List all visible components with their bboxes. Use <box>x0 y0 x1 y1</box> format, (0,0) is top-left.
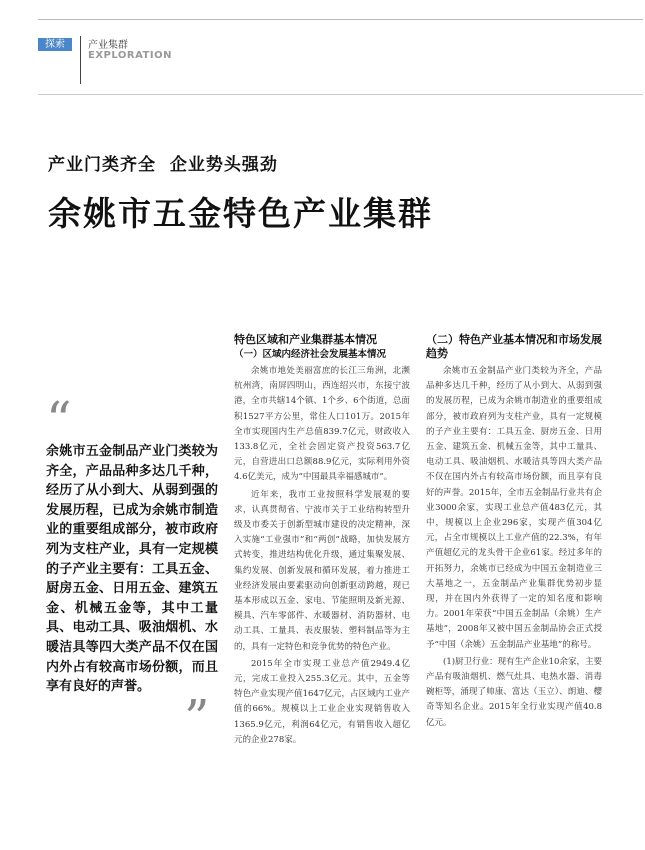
article-column-right <box>426 333 602 731</box>
subsection-heading: （一）区域内经济社会发展基本情况 <box>234 349 387 360</box>
pull-quote: 余姚市五金制品产业门类较为齐全，产品品种多达几千种，经历了从小到大、从弱到强的发展历程，已成为余姚市制造业的重要组成部分，被市政府列为支柱产业，具有一定规模的子产业主要有：工具五金、厨房五金、日用五金、建筑五金、机械五金等，其中工量具、电动工具、吸油烟机、水暖洁具等四大类产品不仅在国内外占有较高市场份额，而且享有良好的声誉。 <box>46 444 218 695</box>
section-heading: 特色区域和产业集群基本情况 <box>234 333 377 346</box>
article-subtitle: 产业门类齐全 企业势头强劲 <box>48 155 278 175</box>
header-rule <box>38 94 643 95</box>
paragraph: 近年来，我市工业按照科学发展观的要求，认真贯彻省、宁波市关于工业结构转型升级及市委关于创新型城市建设的决定精神，深入实施“工业强市”和“两创”战略，加快发展方式转变，推进结构优化升级，通过集聚发展、集约发展、创新发展和循环发展，着力推进工业经济发展由要素驱动向创新驱动跨越，现已基本形成以五金、家电、节能照明及新光源、模具、汽车零部件、水暖器材、消防器材、电动工具、工量具、表皮服装、塑料制品等为主的，具有一定特色和竞争优势的特色产业。 <box>234 489 410 652</box>
subsection-heading: （二）特色产业基本情况和市场发展趋势 <box>426 333 602 360</box>
quote-open-icon: “ <box>46 391 72 449</box>
article-column-middle <box>234 333 410 748</box>
paragraph: (1)厨卫行业：现有生产企业10余家，主要产品有吸油烟机、燃气灶具、电热水器、消毒碗柜等，涌现了帅康、富达（玉立）、朗迪、樱奇等知名企业。2015年全行业实现产值40.8亿元。 <box>426 656 602 728</box>
article-title: 余姚市五金特色产业集群 <box>48 194 433 233</box>
paragraph: 2015年全市实现工业总产值2949.4亿元，完成工业投入255.3亿元。其中，五金等特色产业实现产值1647亿元，占区域内工业产值的66%。规模以上工业企业实现销售收入1365.9亿元，利润64亿元，有销售收入超亿元的企业278家。 <box>234 658 410 745</box>
paragraph: 余姚市地处美丽富庶的长江三角洲，北濒杭州湾，南屏四明山，西连绍兴市，东接宁波港，全市共辖14个镇、1个乡、6个街道，总面积1527平方公里，常住人口101万。2015年全市实现国内生产总值839.7亿元，财政收入133.8亿元，全社会固定资产投资563.7亿元，自营进出口总额88.9亿元，实际利用外资4.6亿美元，成为“中国最具幸福感城市”。 <box>234 366 410 483</box>
section-name: 产业集群 <box>88 40 128 51</box>
section-name-english: EXPLORATION <box>88 50 172 61</box>
quote-close-icon: ” <box>184 689 210 747</box>
paragraph: 余姚市五金制品产业门类较为齐全，产品品种多达几千种，经历了从小到大、从弱到强的发展历程，已成为余姚市制造业的重要组成部分，被市政府列为支柱产业，具有一定规模的子产业主要有：工具五金、厨房五金、日用五金、建筑五金、机械五金等，其中工量具、电动工具、吸油烟机、水暖洁具等四大类产品不仅在国内外占有较高市场份额，而且享有良好的声誉。2015年，全市五金制品行业共有企业3000余家，实现工业总产值483亿元，其中，规模以上企业296家，实现产值304亿元，占全市规模以上工业产值的22.3%，有年产值超亿元的龙头骨干企业61家。经过多年的开拓努力，余姚市已经成为中国五金制造业三大基地之一，五金制品产业集群优势初步显现，并在国内外获得了一定的知名度和影响力。2001年荣获“中国五金制品（余姚）生产基地”，2008年又被中国五金制品协会正式授予“中国（余姚）五金制品产业基地”的称号。 <box>426 366 602 650</box>
header-divider <box>80 36 81 84</box>
section-tag: 探索 <box>38 38 72 51</box>
top-rule <box>38 19 643 20</box>
